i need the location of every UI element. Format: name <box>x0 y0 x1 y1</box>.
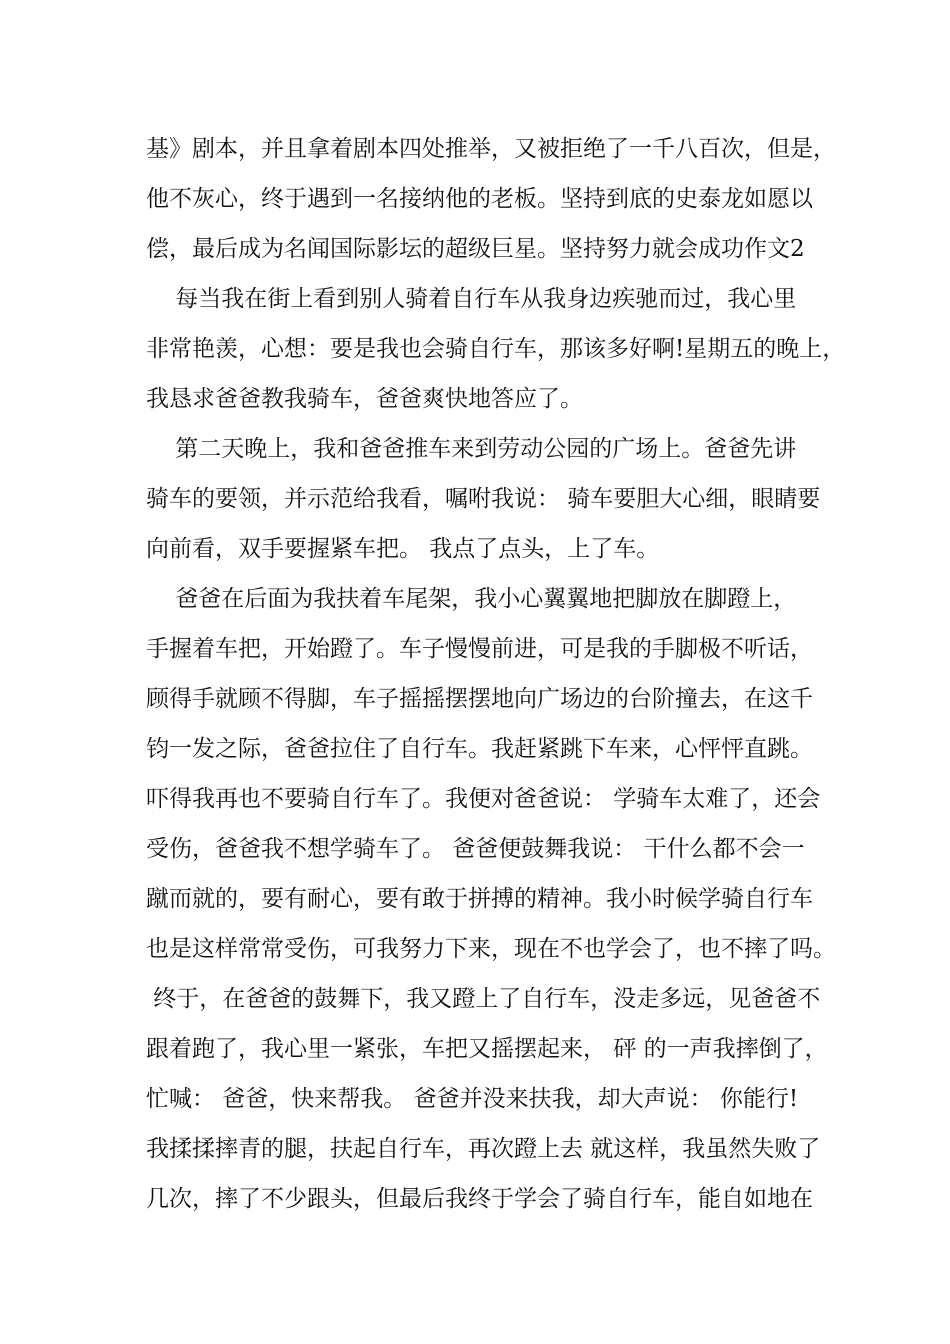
text-line: 顾得手就顾不得脚，车子摇摇摆摆地向广场边的台阶撞去，在这千 <box>146 686 813 712</box>
text-line: 也是这样常常受伤，可我努力下来，现在不也学会了，也不摔了吗。 <box>146 936 836 962</box>
text-line: 我恳求爸爸教我骑车，爸爸爽快地答应了。 <box>146 386 583 412</box>
text-line: 骑车的要领，并示范给我看，嘱咐我说： 骑车要胆大心细，眼睛要 <box>146 486 821 512</box>
text-line: 吓得我再也不要骑自行车了。我便对爸爸说： 学骑车太难了，还会 <box>146 786 821 812</box>
text-line: 几次，摔了不少跟头，但最后我终于学会了骑自行车，能自如地在 <box>146 1186 813 1212</box>
text-line: 我揉揉摔青的腿，扶起自行车，再次蹬上去 就这样，我虽然失败了 <box>146 1136 821 1162</box>
text-line: 钧一发之际，爸爸拉住了自行车。我赶紧跳下车来，心怦怦直跳。 <box>146 736 813 762</box>
text-line: 终于，在爸爸的鼓舞下，我又蹬上了自行车，没走多远，见爸爸不 <box>146 986 821 1012</box>
text-line: 非常艳羡，心想：要是我也会骑自行车，那该多好啊!星期五的晚上， <box>146 336 846 362</box>
essay-text <box>146 124 846 1224</box>
text-line: 每当我在街上看到别人骑着自行车从我身边疾驰而过，我心里 <box>146 286 797 312</box>
text-line: 基》剧本，并且拿着剧本四处推举，又被拒绝了一千八百次，但是， <box>146 136 836 162</box>
text-line: 爸爸在后面为我扶着车尾架，我小心翼翼地把脚放在脚蹬上， <box>146 586 797 612</box>
text-line: 向前看，双手要握紧车把。 我点了点头，上了车。 <box>146 536 660 562</box>
text-line: 他不灰心，终于遇到一名接纳他的老板。坚持到底的史泰龙如愿以 <box>146 186 813 212</box>
text-line: 受伤，爸爸我不想学骑车了。 爸爸便鼓舞我说： 干什么都不会一 <box>146 836 805 862</box>
text-line: 忙喊： 爸爸，快来帮我。 爸爸并没来扶我，却大声说： 你能行! <box>146 1086 799 1112</box>
text-line: 蹴而就的，要有耐心，要有敢于拼搏的精神。我小时候学骑自行车 <box>146 886 813 912</box>
text-line: 跟着跑了，我心里一紧张，车把又摇摆起来， 砰 的一声我摔倒了， <box>146 1036 828 1062</box>
text-line: 偿，最后成为名闻国际影坛的超级巨星。坚持努力就会成功作文2 <box>146 236 805 262</box>
text-line: 第二天晚上，我和爸爸推车来到劳动公园的广场上。爸爸先讲 <box>146 436 797 462</box>
text-line: 手握着车把，开始蹬了。车子慢慢前进，可是我的手脚极不听话， <box>146 636 813 662</box>
